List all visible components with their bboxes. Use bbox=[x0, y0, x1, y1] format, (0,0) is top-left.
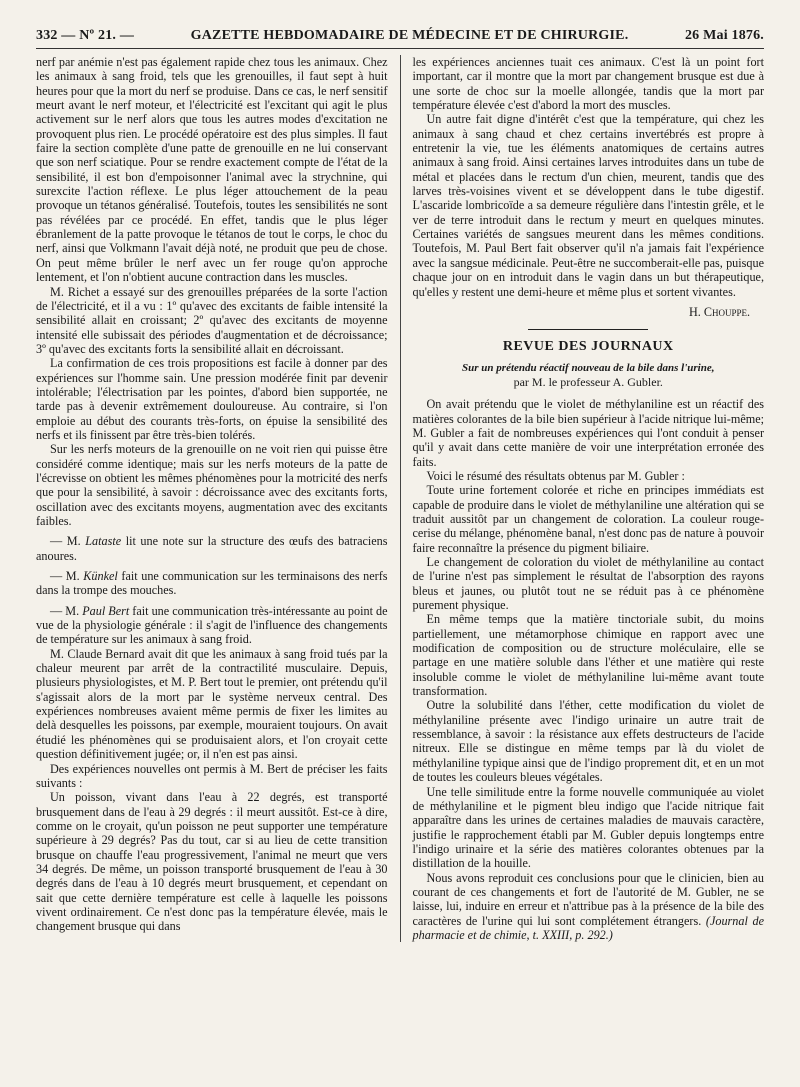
paragraph: En même temps que la matière tinctoriale subit, du moins partiellement, une métamorphose chimique en rapport avec une modification de composition ou de structure moléculaire, elle se partage en une matière soluble dans l'éther et une matière qui reste insoluble comme le violet de méthylaniline lui-même avant toute transformation. bbox=[412, 612, 765, 699]
paragraph: Une telle similitude entre la forme nouvelle communiquée au violet de méthylaniline et le pigment bleu indigo que l'acide nitrique fait apparaître dans les urines de certaines maladies de mauvais caractère, justifie le rapprochement établi par M. Gubler depuis longtemps entre l'indigo urinaire et la série des matières colorantes obtenues par la distillation de la houille. bbox=[412, 784, 765, 871]
issue-date: 26 Mai 1876. bbox=[684, 28, 764, 43]
paragraph: Outre la solubilité dans l'éther, cette modification du violet de méthylaniline présente avec l'indigo urinaire un autre trait de ressemblance, à savoir : la résistance aux effets destructeurs de l'acide nitreux. Elle se distingue en même temps par là du violet de méthylaniline typique ainsi que de l'indigo proprement dit, et en un mot de toutes les couleurs bleues végétales. bbox=[412, 698, 765, 785]
paragraph: Sur les nerfs moteurs de la grenouille on ne voit rien qui puisse être considéré comme identique; mais sur les nerfs moteurs de la patte de l'écrevisse on obtient les mêmes phénomènes pour la motricité des nerfs que pour la sensibilité, à savoir : décroissance avec des excitants forts, oscillation avec des excitants moyens, augmentation avec des excitants faibles. bbox=[36, 442, 388, 528]
paragraph: Toute urine fortement colorée et riche en principes immédiats est capable de produire dans le violet de méthylaniline une altération qui se traduit aussitôt par un changement de coloration. La couleur rouge-cerise du mélange, phénomène banal, n'est donc pas de nature à pouvoir faire reconnaître la présence du pigment biliaire. bbox=[412, 483, 765, 555]
paragraph: nerf par anémie n'est pas également rapide chez tous les animaux. Chez les animaux à sang froid, tels que les grenouilles, il faut sept à huit heures pour que la mort du nerf se produise. Dans ce cas, le nerf sensitif meurt avant le nerf moteur, et l'électricité est l'excitant qui agit le plus activement sur le nerf alors que tous les autres modes d'excitation ne provoquent plus rien. Le procédé opératoire est des plus simples. Il faut faire la section complète d'une patte de grenouille en ne lui conservant que son nerf sciatique. Pour se rendre exactement compte de l'état de la sensibilité, il est bon d'empoisonner l'animal avec la strychnine, qui surexcite l'action réflexe. Le plus léger attouchement de la peau provoque un tétanos généralisé. Toutefois, toutes les sensibilités ne sont pas révélées par ce procédé. En effet, tandis que le plus léger ébranlement de la patte provoque le tétanos de tout le corps, le choc du nerf, ainsi que Volkmann l'avait déjà noté, ne produit que peu de chose. On peut même brûler le nerf avec un fer rouge qu'on approche lentement, et l'on n'obtient aucune contraction dans les muscles. bbox=[36, 55, 388, 285]
author-name: Paul Bert bbox=[82, 603, 130, 618]
paragraph-with-citation: Nous avons reproduit ces conclusions pour que le clinicien, bien au courant de ces changements et fort de l'autorité de M. Gubler, ne se laisse, lui, induire en erreur et n'attribue pas à la présence de la bile des caractères de l'urine qui lui sont complétement étrangers. (Journal de pharmacie et de chimie, t. XXIII, p. 292.) bbox=[412, 870, 765, 942]
article-title: Sur un prétendu réactif nouveau de la bile dans l'urine, bbox=[462, 361, 715, 374]
article-author: par M. le professeur A. Gubler. bbox=[513, 374, 663, 389]
author-signature: H. Chouppe. bbox=[688, 304, 751, 319]
journal-title: GAZETTE HEBDOMADAIRE DE MÉDECINE ET DE CHIRURGIE. bbox=[190, 28, 629, 43]
note-paul-bert: — M. Paul Bert fait une communication très-intéressante au point de vue de la physiologie générale : il s'agit de l'influence des changements de température sur les animaux à sang froid. bbox=[36, 603, 388, 647]
citation: (Journal de pharmacie et de chimie, t. XXIII, p. 292.) bbox=[412, 913, 765, 942]
paragraph: Voici le résumé des résultats obtenus par M. Gubler : bbox=[426, 468, 685, 483]
section-title: REVUE DES JOURNAUX bbox=[502, 339, 674, 355]
page-header bbox=[36, 28, 764, 49]
paragraph: La confirmation de ces trois propositions est facile à donner par des expériences sur l'homme sain. Une pression modérée finit par devenir intolérable; l'électrisation par les pointes, d'abord bien supportée, ne tarde pas à devenir extrêmement douloureuse. Au contraire, si l'on emploie au début des courants très-forts, on épuise la sensibilité des nerfs et ils finissent par être très-bien tolérés. bbox=[36, 356, 388, 442]
left-column bbox=[36, 55, 388, 942]
column-divider bbox=[400, 55, 401, 942]
page-number: 332 — Nº 21. — bbox=[36, 28, 135, 43]
paragraph: Un autre fait digne d'intérêt c'est que la température, qui chez les animaux à sang chaud et chez certains invertébrés est propre à entretenir la vie, tue les éléments anatomiques de certains autres animaux à sang froid. Ainsi certaines larves introduites dans un tube de métal et placées dans le rectum d'un chien, meurent, tandis que des larves très-voisines vivent et se développent dans le tube digestif. L'ascaride lombricoïde a sa demeure régulière dans l'intestin grêle, et le ver de terre introduit dans le rectum y meurt en quelques minutes. Certaines variétés de sangsues meurent dans les mêmes conditions. Toutefois, M. Paul Bert fait observer qu'il n'a jamais fait l'expérience avec la sangsue médicinale. Peut-être ne succomberait-elle pas, puisque chaque jour on en introduit dans le vagin dans un but thérapeutique, qu'elles y restent une demi-heure et même plus et sortent vivantes. bbox=[412, 112, 765, 299]
paragraph: Des expériences nouvelles ont permis à M. Bert de préciser les faits suivants : bbox=[36, 761, 388, 790]
paragraph: M. Claude Bernard avait dit que les animaux à sang froid tués par la chaleur meurent par arrêt de la contractilité musculaire. Depuis, plusieurs physiologistes, et M. P. Bert tout le premier, ont prétendu qu'il s'agissait alors de la mort par le système nerveux central. Des expériences nombreuses avaient même permis de fixer les limites au delà desquelles les poissons, par exemple, mouraient toujours. On avait étudié les phénomènes qui se produisaient alors, et l'on croyait cette question définitivement jugée; or, il n'en est pas ainsi. bbox=[36, 646, 388, 762]
section-divider bbox=[528, 329, 648, 330]
note-lataste: — M. Lataste lit une note sur la structure des œufs des batraciens anoures. bbox=[36, 534, 388, 563]
author-name: Künkel bbox=[83, 569, 118, 584]
paragraph: Un poisson, vivant dans l'eau à 22 degrés, est transporté brusquement dans de l'eau à 29 degrés : il meurt aussitôt. Est-ce à dire, comme on le croyait, qu'un poisson ne peut supporter une température supérieure à 29 degrés? Pas du tout, car si au lieu de cette transition brusque on chauffe l'eau progressivement, l'animal ne meurt que vers 34 degrés. De même, un poisson transporté brusquement de l'eau à 30 degrés dans de l'eau à 10 degrés meurt brusquement, et cependant on sait que cette dernière température est celle à laquelle les poissons vivent ordinairement. Ce n'est donc pas la température élevée, mais le changement brusque qui dans bbox=[36, 790, 388, 934]
paragraph: M. Richet a essayé sur des grenouilles préparées de la sorte l'action de l'électricité, et il a vu : 1º qu'avec des excitants de faible intensité la sensibilité allait en croissant; 2º qu'avec des excitants de moyenne intensité elle subissait des périodes d'augmentation et de décroissance; 3º qu'avec des excitants forts la sensibilité allait en décroissant. bbox=[36, 284, 388, 356]
paragraph: les expériences anciennes tuait ces animaux. C'est là un point fort important, car il montre que la mort par changement brusque est due à une sorte de choc sur la moelle allongée, tandis que la mort par température élevée c'est d'abord la mort des muscles. bbox=[412, 55, 765, 113]
note-kunkel: — M. Künkel fait une communication sur les terminaisons des nerfs dans la trompe des mouches. bbox=[36, 569, 388, 598]
text-columns bbox=[36, 55, 764, 942]
author-name: Lataste bbox=[85, 534, 122, 549]
paragraph: On avait prétendu que le violet de méthylaniline est un réactif des matières colorantes de la bile bien supérieur à l'acide nitrique lui-même; M. Gubler a fait de nombreuses expériences qui l'ont conduit à penser qu'il y avait dans cette manière de voir une interprétation erronée des faits. bbox=[412, 397, 765, 469]
right-column bbox=[413, 55, 765, 942]
paragraph: Le changement de coloration du violet de méthylaniline au contact de l'urine n'est pas simplement le résultat de l'absorption des rayons bleus et jaunes, ou plutôt tout ne se réduit pas à ce phénomène purement physique. bbox=[412, 555, 765, 613]
